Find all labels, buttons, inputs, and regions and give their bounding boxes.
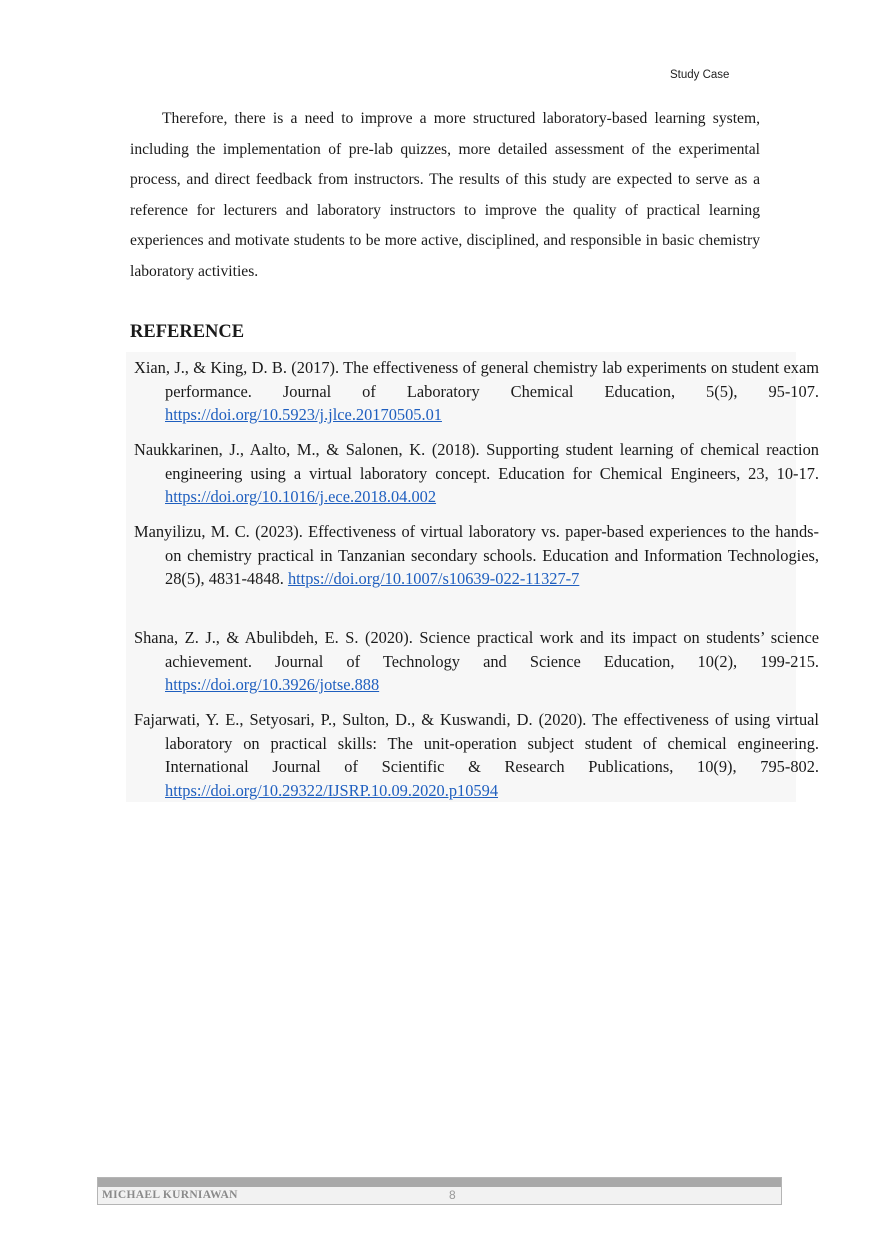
reference-item [134,356,819,427]
reference-text: Naukkarinen, J., Aalto, M., & Salonen, K. (2018). Supporting student learning of chemical reaction engineering using a virtual laboratory concept. Education for Chemical Engineers, 23, 10-17. [134,440,819,483]
reference-doi-link[interactable]: https://doi.org/10.3926/jotse.888 [165,675,380,695]
page-footer [97,1177,782,1205]
reference-text: Xian, J., & King, D. B. (2017). The effectiveness of general chemistry lab experiments on student exam performance. Journal of Laboratory Chemical Education, 5(5), 95-107. [134,358,819,401]
reference-doi-link[interactable]: https://doi.org/10.5923/j.jlce.20170505.01 [165,405,442,425]
reference-text: Manyilizu, M. C. (2023). Effectiveness of virtual laboratory vs. paper-based experiences to the hands-on chemistry practical in Tanzanian secondary schools. Education and Information Technologies, 28(5), 4831-4848. [134,522,819,589]
reference-doi-link[interactable]: https://doi.org/10.29322/IJSRP.10.09.2020.p10594 [165,780,499,800]
reference-heading: REFERENCE [130,322,245,342]
body-paragraph: Therefore, there is a need to improve a more structured laboratory-based learning system, including the implementation of pre-lab quizzes, more detailed assessment of the experimental process, and direct feedback from instructors. The results of this study are expected to serve as a reference for lecturers and laboratory instructors to improve the quality of practical learning experiences and motivate students to be more active, disciplined, and responsible in basic chemistry laboratory activities. [130,110,760,280]
footer-author: MICHAEL KURNIAWAN [102,1189,238,1201]
reference-text: Fajarwati, Y. E., Setyosari, P., Sulton, D., & Kuswandi, D. (2020). The effectiveness of using virtual laboratory on practical skills: The unit-operation subject student of chemical engineering. International Journal of Scientific & Research Publications, 10(9), 795-802. [134,710,819,777]
reference-item [134,438,819,509]
reference-item [134,520,819,591]
reference-doi-link[interactable]: https://doi.org/10.1016/j.ece.2018.04.002 [165,487,437,507]
footer-page-number: 8 [449,1188,456,1202]
reference-list [126,352,819,802]
reference-doi-link[interactable]: https://doi.org/10.1007/s10639-022-11327-7 [287,569,580,589]
page-header-label: Study Case [670,69,730,81]
reference-item [134,626,819,697]
reference-text: Shana, Z. J., & Abulibdeh, E. S. (2020). Science practical work and its impact on students’ science achievement. Journal of Technology and Science Education, 10(2), 199-215. [134,628,819,671]
footer-divider-bar [98,1178,781,1187]
reference-item [134,708,819,802]
